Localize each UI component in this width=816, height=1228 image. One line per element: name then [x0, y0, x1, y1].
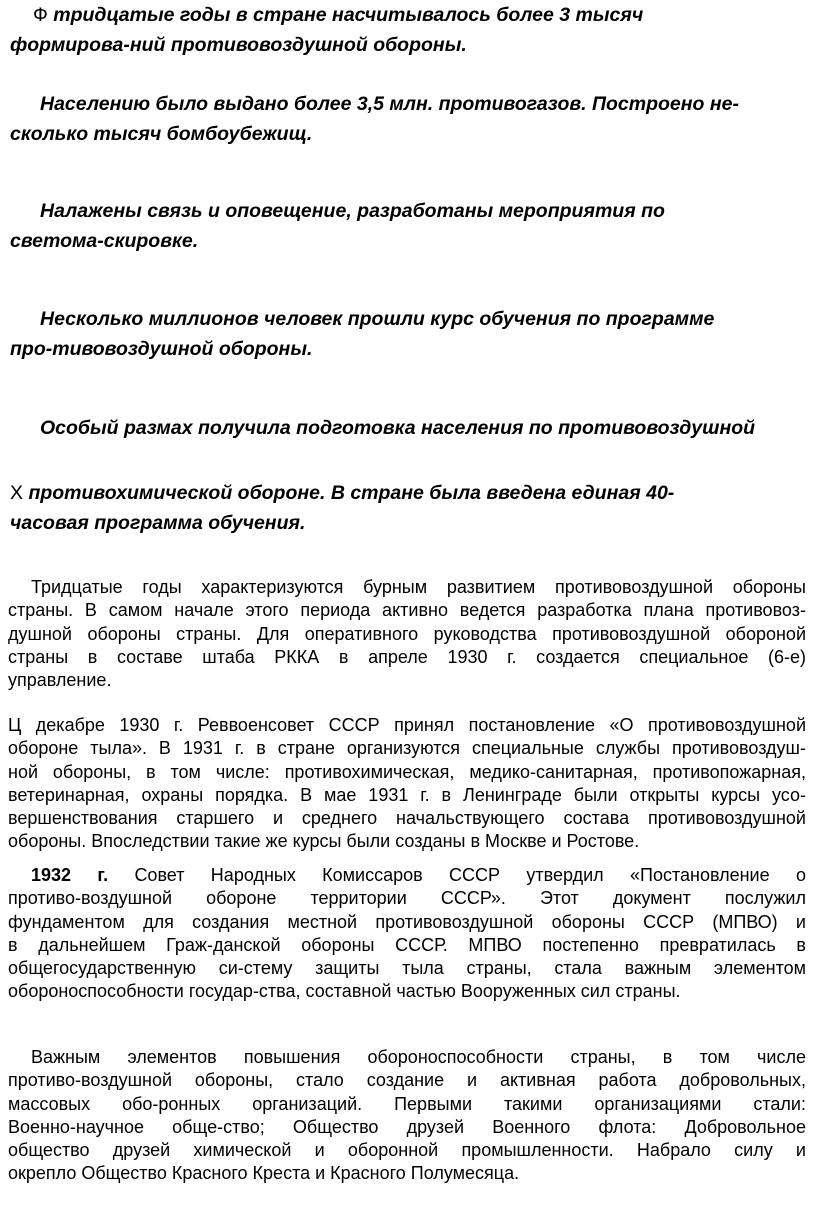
paragraph-december-1930: Ц декабре 1930 г. Реввоенсовет СССР принял постановление «О противовоздушной обороне тыла». В 1931 г. в стране организуются специальные службы противовоздуш- ной обороны, в том числе: противохимическая, медико-санитарная, противопожарная, ветеринарная, охраны порядка. В мае 1931 г. в Ленинграде были открыты курсы усо- вершенствования старшего и среднего начальствующего состава противовоздушной обороны. Впоследствии такие же курсы были созданы в Москве и Ростове.: [8, 715, 806, 852]
bullet-text: Несколько миллионов человек прошли курс обучения по программе: [40, 308, 715, 330]
bullet-item-chemical-defense: [10, 478, 806, 538]
bullet-item-formations: [10, 0, 806, 60]
bullet-text: Особый размах получила подготовка населения по противовоздушной: [40, 417, 756, 439]
bullet-marker: Ф: [33, 4, 48, 26]
bullet-text: Населению было выдано более 3,5 млн. противогазов. Построено не-: [40, 93, 739, 115]
bullet-item-gas-masks: [10, 89, 806, 149]
bullet-text: сколько тысяч бомбоубежищ.: [10, 123, 313, 145]
year-1932: 1932 г.: [31, 865, 109, 885]
bullet-text: про-тивовоздушной обороны.: [10, 338, 313, 360]
bullet-text: часовая программа обучения.: [10, 512, 306, 534]
bullet-item-population-training: [10, 413, 806, 443]
paragraph-1932: 1932 г. Совет Народных Комиссаров СССР утвердил «Постановление о противо-воздушной обороне территории СССР». Этот документ послужил фундаментом для создания местной противовоздушной обороны СССР (МПВО) и в дальнейшем Граж-данской обороны СССР. МПВО постепенно превратилась в общегосударственную си-стему защиты тыла страны, стала важным элементом обороноспособности государ-ства, составной частью Вооруженных сил страны.: [8, 865, 806, 1002]
bullet-item-communications: [10, 196, 806, 256]
bullet-marker: Х: [10, 482, 24, 504]
bullet-text: противохимической обороне. В стране была введена единая 40-: [28, 482, 675, 504]
paragraph-defense-organizations: Важным элементов повышения обороноспособности страны, в том числе противо-воздушной обороны, стало создание и активная работа добровольных, массовых обо-ронных организаций. Первыми такими организациями стали: Военно-научное обще-ство; Общество друзей Военного флота: Добровольное общество друзей химической и оборонной промышленности. Набрало силу и окрепло Общество Красного Креста и Красного Полумесяца.: [8, 1047, 806, 1184]
paragraph-thirties: Тридцатые годы характеризуются бурным развитием противовоздушной обороны страны. В самом начале этого периода активно ведется разработка плана противовоз- душной обороны страны. Для оперативного руководства противовоздушной обороной страны в составе штаба РККА в апреле 1930 г. создается специальное (6-е) управление.: [8, 577, 806, 691]
bullet-text: тридцатые годы в стране насчитывалось более 3 тысяч: [53, 4, 644, 26]
bullet-item-training: [10, 304, 806, 364]
bullet-text: Налажены связь и оповещение, разработаны мероприятия по: [40, 200, 665, 222]
bullet-text: формирова-ний противовоздушной обороны.: [10, 34, 467, 56]
bullet-text: светома-скировке.: [10, 230, 199, 252]
